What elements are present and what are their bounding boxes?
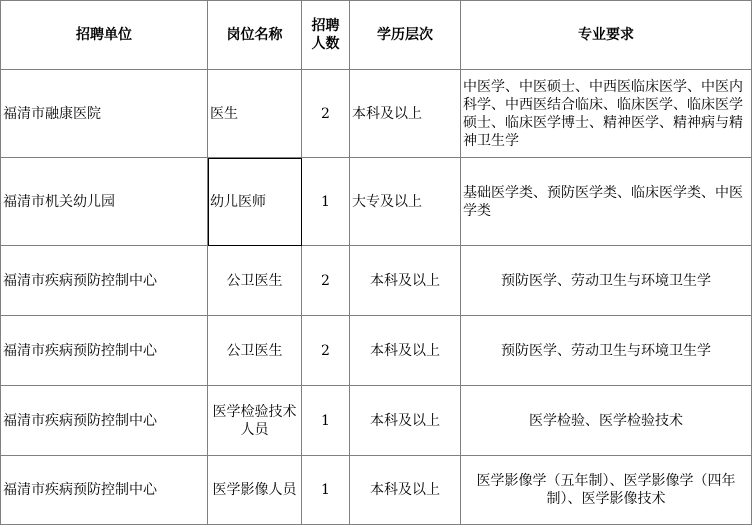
cell-position[interactable]: 公卫医生 [208,316,302,386]
cell-position-selected[interactable]: 幼儿医师 [208,158,302,246]
cell-position[interactable]: 医学检验技术人员 [208,386,302,456]
cell-major[interactable]: 医学影像学（五年制）、医学影像学（四年制）、医学影像技术 [461,456,752,525]
cell-major[interactable]: 预防医学、劳动卫生与环境卫生学 [461,246,752,316]
cell-education[interactable]: 本科及以上 [350,456,461,525]
cell-position[interactable]: 公卫医生 [208,246,302,316]
cell-education[interactable]: 本科及以上 [350,70,461,158]
header-education: 学历层次 [350,1,461,70]
header-count: 招聘人数 [302,1,350,70]
cell-major[interactable]: 医学检验、医学检验技术 [461,386,752,456]
table-row [1,456,752,525]
cell-education[interactable]: 本科及以上 [350,316,461,386]
cell-education[interactable]: 本科及以上 [350,246,461,316]
header-row [1,1,752,70]
cell-count[interactable]: 1 [302,158,350,246]
cell-unit[interactable]: 福清市融康医院 [1,70,208,158]
header-major: 专业要求 [461,1,752,70]
header-unit: 招聘单位 [1,1,208,70]
cell-position[interactable]: 医学影像人员 [208,456,302,525]
cell-unit[interactable]: 福清市机关幼儿园 [1,158,208,246]
table-row [1,316,752,386]
cell-count[interactable]: 1 [302,386,350,456]
cell-unit[interactable]: 福清市疾病预防控制中心 [1,246,208,316]
cell-count[interactable]: 2 [302,70,350,158]
cell-unit[interactable]: 福清市疾病预防控制中心 [1,386,208,456]
cell-major[interactable]: 中医学、中医硕士、中西医临床医学、中医内科学、中西医结合临床、临床医学、临床医学硕士、临床医学博士、精神医学、精神病与精神卫生学 [461,70,752,158]
cell-unit[interactable]: 福清市疾病预防控制中心 [1,316,208,386]
cell-major[interactable]: 预防医学、劳动卫生与环境卫生学 [461,316,752,386]
cell-major[interactable]: 基础医学类、预防医学类、临床医学类、中医学类 [461,158,752,246]
cell-education[interactable]: 大专及以上 [350,158,461,246]
table-row [1,246,752,316]
header-position: 岗位名称 [208,1,302,70]
cell-position[interactable]: 医生 [208,70,302,158]
cell-education[interactable]: 本科及以上 [350,386,461,456]
cell-unit[interactable]: 福清市疾病预防控制中心 [1,456,208,525]
table-row [1,386,752,456]
table-row [1,70,752,158]
cell-count[interactable]: 2 [302,246,350,316]
table-row [1,158,752,246]
cell-count[interactable]: 2 [302,316,350,386]
cell-count[interactable]: 1 [302,456,350,525]
